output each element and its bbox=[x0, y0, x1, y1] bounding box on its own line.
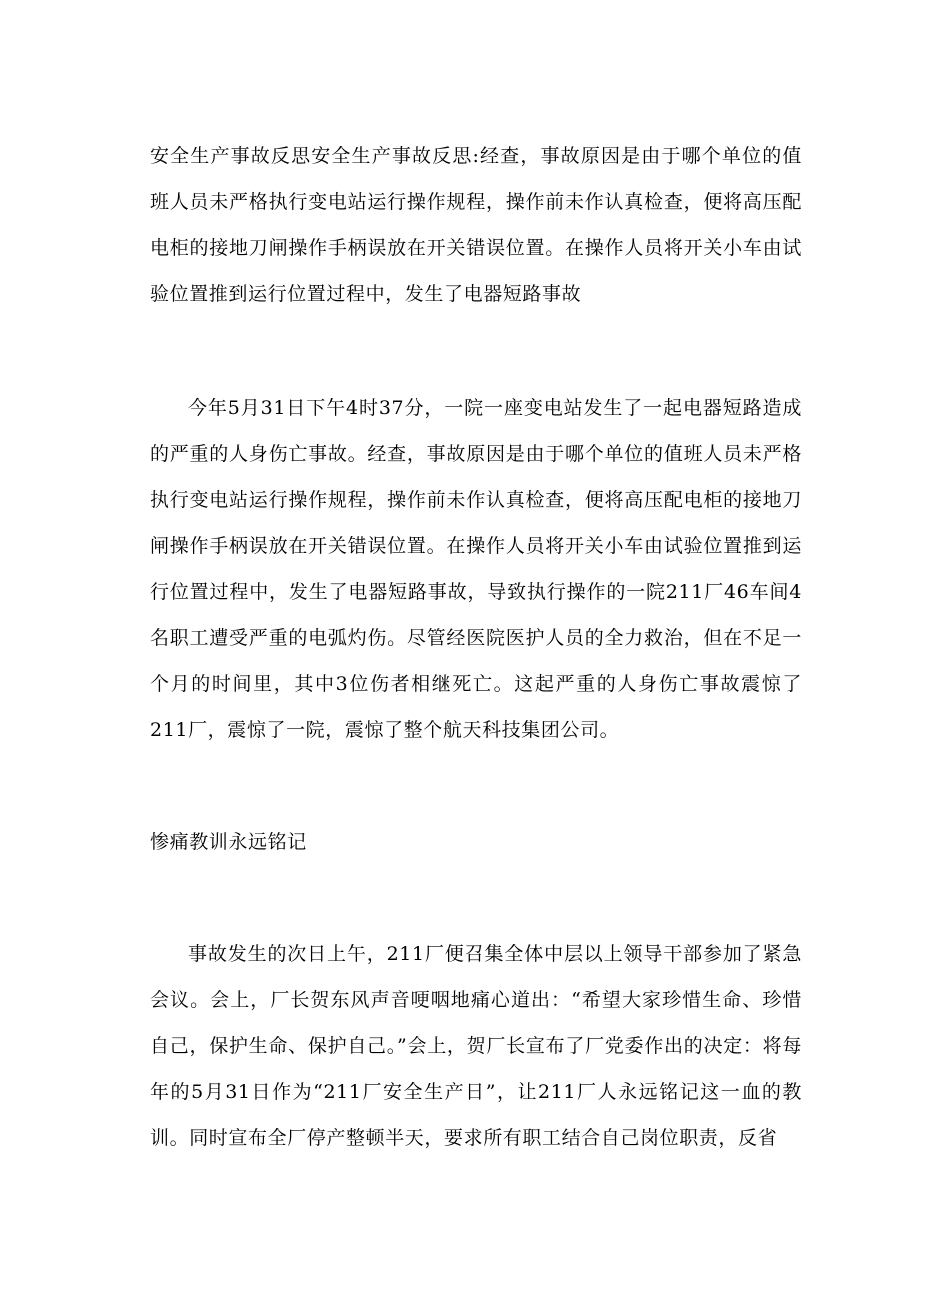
paragraph-accident-report: 今年5月31日下午4时37分，一院一座变电站发生了一起电器短路造成的严重的人身伤亡事故。经查，事故原因是由于哪个单位的值班人员未严格执行变电站运行操作规程，操作前未作认真检查，便将高压配电柜的接地刀闸操作手柄误放在开关错误位置。在操作人员将开关小车由试验位置推到运行位置过程中，发生了电器短路事故，导致执行操作的一院211厂46车间4名职工遭受严重的电弧灼伤。尽管经医院医护人员的全力救治，但在不足一个月的时间里，其中3位伤者相继死亡。这起严重的人身伤亡事故震惊了211厂，震惊了一院，震惊了整个航天科技集团公司。 bbox=[150, 397, 802, 741]
paragraph-meeting: 事故发生的次日上午，211厂便召集全体中层以上领导干部参加了紧急会议。会上，厂长贺东风声音哽咽地痛心道出：“希望大家珍惜生命、珍惜自己，保护生命、保护自己。”会上，贺厂长宣布了厂党委作出的决定：将每年的5月31日作为“211厂安全生产日”，让211厂人永远铭记这一血的教训。同时宣布全厂停产整顿半天，要求所有职工结合自己岗位职责，反省 bbox=[150, 943, 802, 1149]
paragraph-intro: 安全生产事故反思安全生产事故反思:经查，事故原因是由于哪个单位的值班人员未严格执行变电站运行操作规程，操作前未作认真检查，便将高压配电柜的接地刀闸操作手柄误放在开关错误位置。在操作人员将开关小车由试验位置推到运行位置过程中，发生了电器短路事故 bbox=[150, 145, 802, 305]
document-body bbox=[150, 133, 802, 1161]
section-heading: 惨痛教训永远铭记 bbox=[150, 831, 307, 853]
